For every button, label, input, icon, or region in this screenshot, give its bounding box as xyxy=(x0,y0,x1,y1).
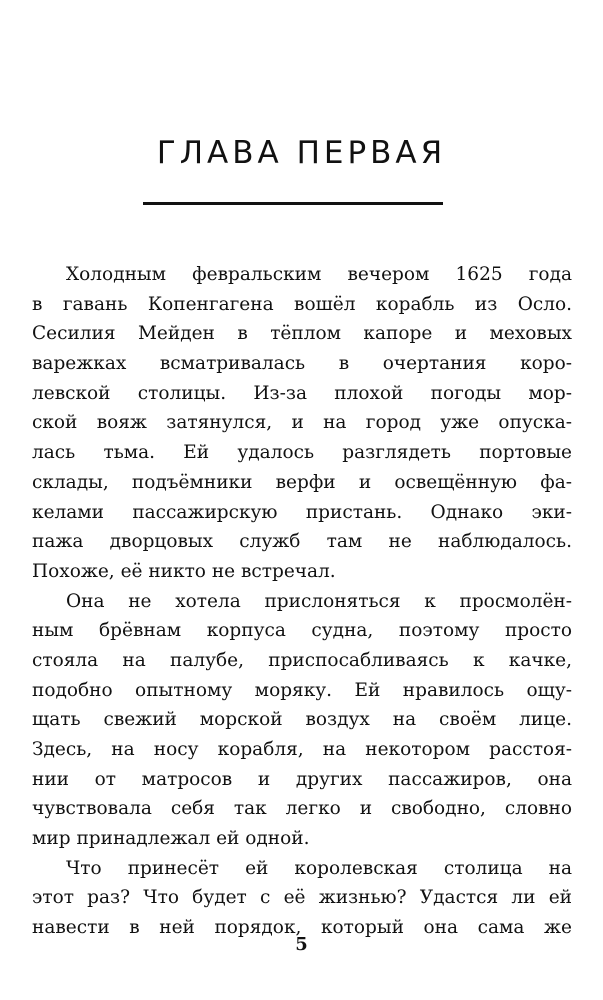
text-line: Похоже, её никто не встречал. xyxy=(32,560,336,582)
text-line: Она не хотела прислоняться к просмолён- xyxy=(66,590,572,612)
text-line: ской вояж затянулся, и на город уже опуска- xyxy=(32,412,572,434)
text-line: Что принесёт ей королевская столица на xyxy=(66,857,572,879)
chapter-title: ГЛАВА ПЕРВАЯ xyxy=(156,135,447,171)
text-line: щать свежий морской воздух на своём лице. xyxy=(32,709,572,731)
text-line: левской столицы. Из-за плохой погоды мор- xyxy=(32,382,572,404)
text-line: нии от матросов и других пассажиров, она xyxy=(32,768,572,790)
text-line: ным брёвнам корпуса судна, поэтому просто xyxy=(32,620,572,642)
text-line: пажа дворцовых служб там не наблюдалось. xyxy=(32,531,572,553)
text-line: келами пассажирскую пристань. Однако эки- xyxy=(32,501,572,523)
page-number: 5 xyxy=(295,934,308,955)
text-line: Сесилия Мейден в тёплом капоре и меховых xyxy=(32,323,572,345)
text-line: навести в ней порядок, который она сама же xyxy=(32,917,572,939)
text-line: стояла на палубе, приспосабливаясь к качке, xyxy=(32,649,572,671)
text-line: мир принадлежал ей одной. xyxy=(32,828,310,850)
text-line: этот раз? Что будет с её жизнью? Удастся ли ей xyxy=(32,887,572,909)
text-line: Здесь, на носу корабля, на некотором расстоя- xyxy=(32,739,572,760)
text-line: чувствовала себя так легко и свободно, словно xyxy=(32,798,572,820)
text-line: Холодным февральским вечером 1625 года xyxy=(66,264,572,285)
text-line: в гавань Копенгагена вошёл корабль из Осло. xyxy=(32,293,572,315)
text-line: склады, подъёмники верфи и освещённую фа- xyxy=(32,471,572,493)
title-rule xyxy=(143,202,443,205)
body-text xyxy=(32,260,572,943)
text-line: варежках всматривалась в очертания коро- xyxy=(32,353,572,375)
text-line: подобно опытному моряку. Ей нравилось ощу- xyxy=(32,679,572,701)
text-line: лась тьма. Ей удалось разглядеть портовые xyxy=(32,442,572,464)
